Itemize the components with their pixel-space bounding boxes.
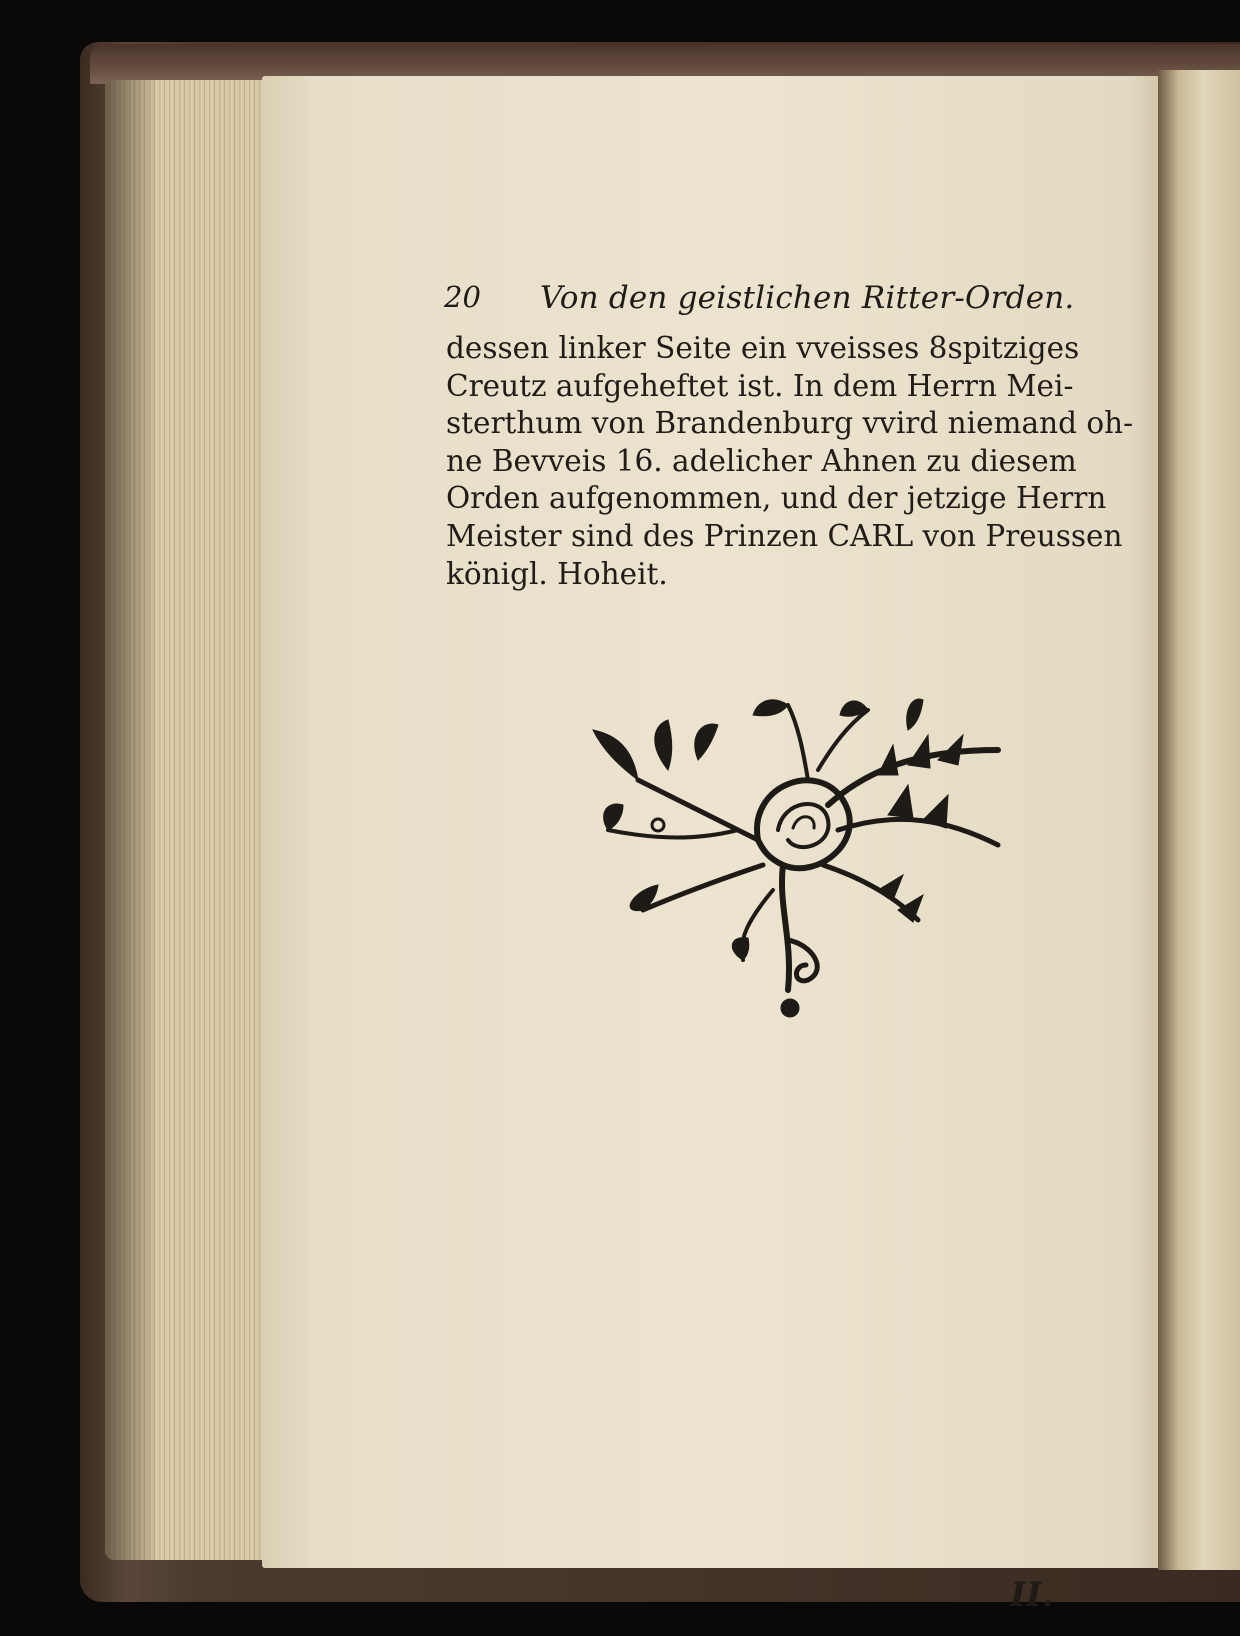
text-line: dessen linker Seite ein vveisses 8spitziges [446,331,1080,365]
text-line: Creutz aufgeheftet ist. In dem Herrn Mei- [446,368,1074,403]
page-edges-shadow [105,80,155,1560]
show-through-text [440,1130,1080,1240]
floral-ornament-icon [578,690,1004,1030]
book-gutter [1158,70,1240,1570]
page-number: 20 [444,280,481,314]
running-title: Von den geistlichen Ritter-Orden. [540,280,1075,316]
text-line: Orden aufgenommen, und der jetzige Herrn [446,481,1107,516]
body-text [446,330,1134,593]
text-line: Meister sind des Prinzen CARL von Preussen [446,518,1123,553]
page-header [444,280,1075,330]
text-line: sterthum von Brandenburg vvird niemand oh- [446,406,1134,441]
catchword: II. [1010,1575,1054,1615]
text-line: ne Bevveis 16. adelicher Ahnen zu diesem [446,443,1077,478]
text-line: königl. Hoheit. [446,556,668,591]
